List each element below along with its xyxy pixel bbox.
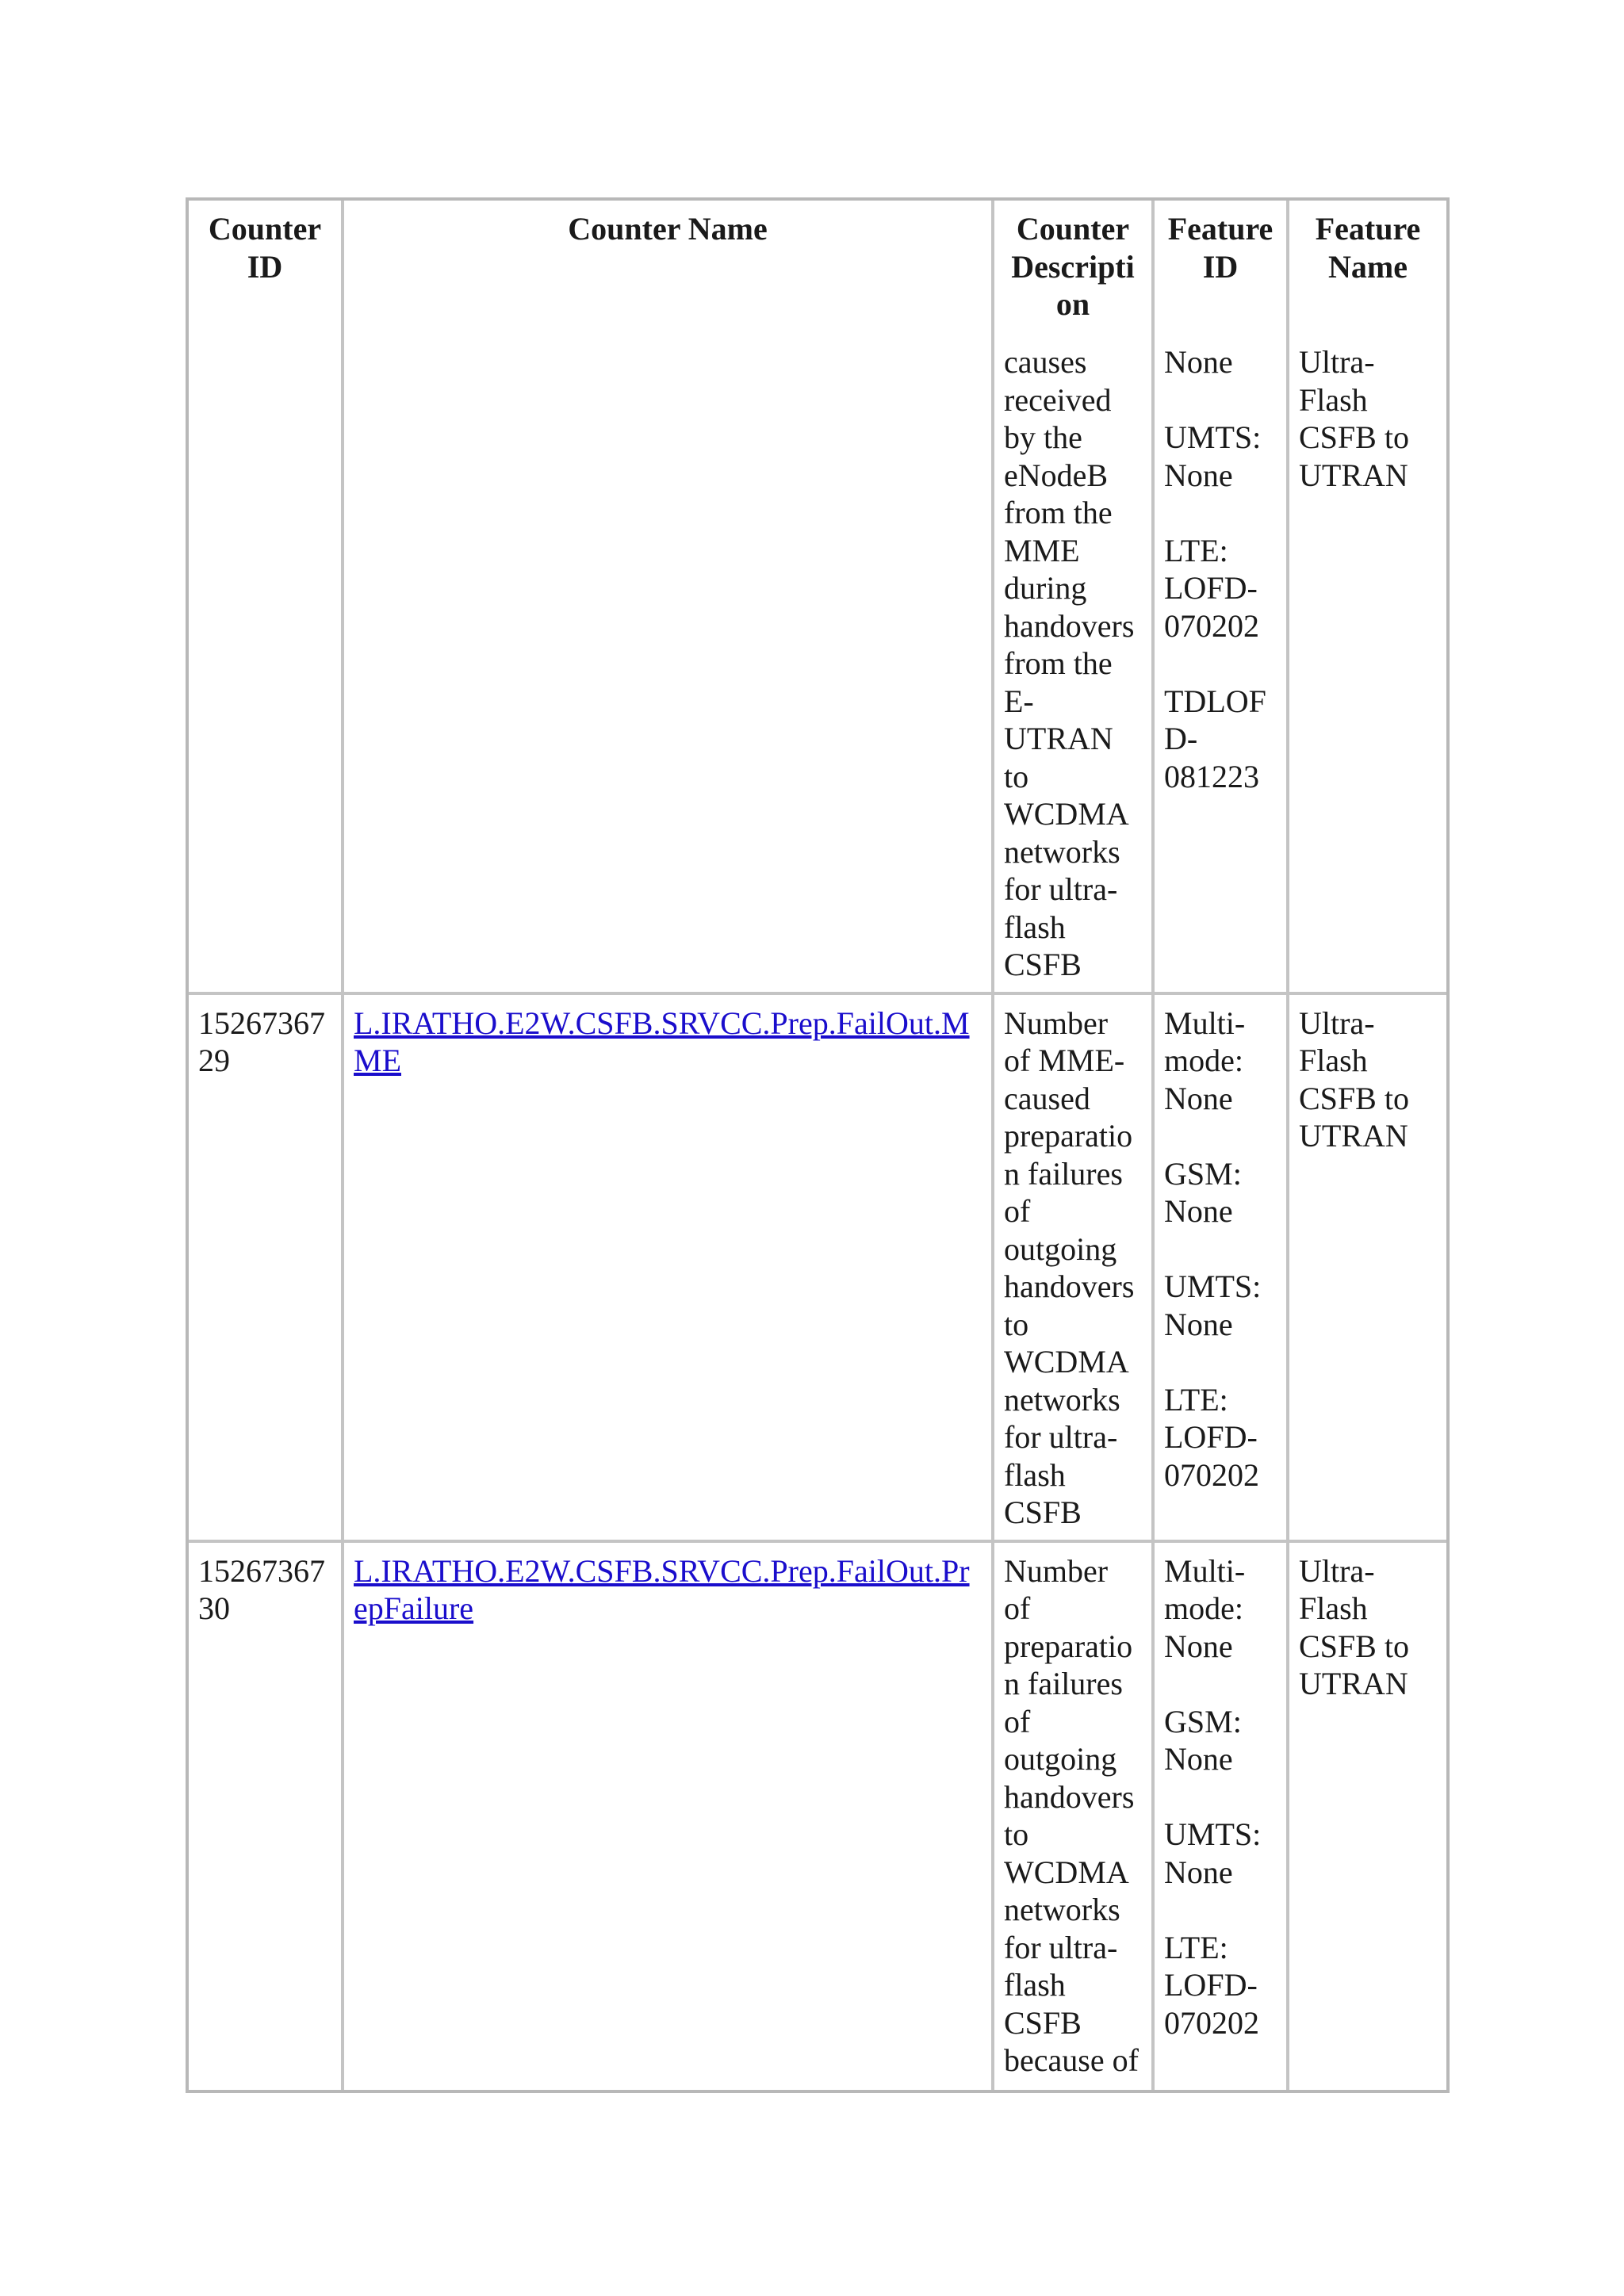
cell-counter-id xyxy=(189,334,344,995)
feature-name-text: Ultra-Flash CSFB to UTRAN xyxy=(1299,1552,1409,1701)
table-row xyxy=(189,995,1446,1543)
feature-id-text: Multi-mode: None GSM: None UMTS: None LTE: LOFD-070202 xyxy=(1164,1004,1262,1493)
cell-feature-id xyxy=(1155,995,1289,1543)
counter-id-text: 1526736730 xyxy=(198,1552,325,1626)
header-feature-id: Feature ID xyxy=(1155,201,1289,334)
cell-counter-name xyxy=(344,995,994,1543)
cell-counter-description xyxy=(994,995,1155,1543)
header-counter-id: Counter ID xyxy=(189,201,344,334)
cell-counter-description xyxy=(994,1543,1155,2090)
cell-feature-name xyxy=(1289,1543,1446,2090)
counter-description-text: Number of MME-caused preparation failures of outgoing handovers to WCDMA networks for ultra-flash CSFB xyxy=(1004,1004,1135,1530)
cell-feature-name xyxy=(1289,334,1446,995)
cell-counter-id xyxy=(189,1543,344,2090)
feature-id-text: Multi-mode: None GSM: None UMTS: None LTE: LOFD-070202 xyxy=(1164,1552,1262,2041)
cell-feature-id xyxy=(1155,1543,1289,2090)
counter-table xyxy=(186,197,1450,2093)
table-row xyxy=(189,1543,1446,2090)
header-counter-description: Counter Description xyxy=(994,201,1155,334)
cell-feature-id xyxy=(1155,334,1289,995)
cell-counter-name xyxy=(344,1543,994,2090)
cell-counter-description xyxy=(994,334,1155,995)
cell-counter-name xyxy=(344,334,994,995)
feature-name-text: Ultra-Flash CSFB to UTRAN xyxy=(1299,1004,1409,1154)
counter-id-text: 1526736729 xyxy=(198,1004,325,1078)
header-feature-name: Feature Name xyxy=(1315,211,1421,285)
counter-description-text: Number of preparation failures of outgoing handovers to WCDMA networks for ultra-flash CSFB because of xyxy=(1004,1552,1139,2078)
table-header-row xyxy=(189,201,1446,334)
cell-counter-id xyxy=(189,995,344,1543)
cell-feature-name xyxy=(1289,995,1446,1543)
counter-name-link[interactable]: L.IRATHO.E2W.CSFB.SRVCC.Prep.FailOut.MME xyxy=(354,1004,970,1078)
feature-id-text: None UMTS: None LTE: LOFD-070202 TDLOFD-081223 xyxy=(1164,344,1266,794)
counter-description-text: causes received by the eNodeB from the MME during handovers from the E-UTRAN to WCDMA networks for ultra-flash CSFB xyxy=(1004,344,1135,982)
counter-name-link[interactable]: L.IRATHO.E2W.CSFB.SRVCC.Prep.FailOut.PrepFailure xyxy=(354,1552,970,1626)
header-counter-name: Counter Name xyxy=(344,201,994,334)
table-row xyxy=(189,334,1446,995)
feature-name-text: Ultra-Flash CSFB to UTRAN xyxy=(1299,344,1409,493)
